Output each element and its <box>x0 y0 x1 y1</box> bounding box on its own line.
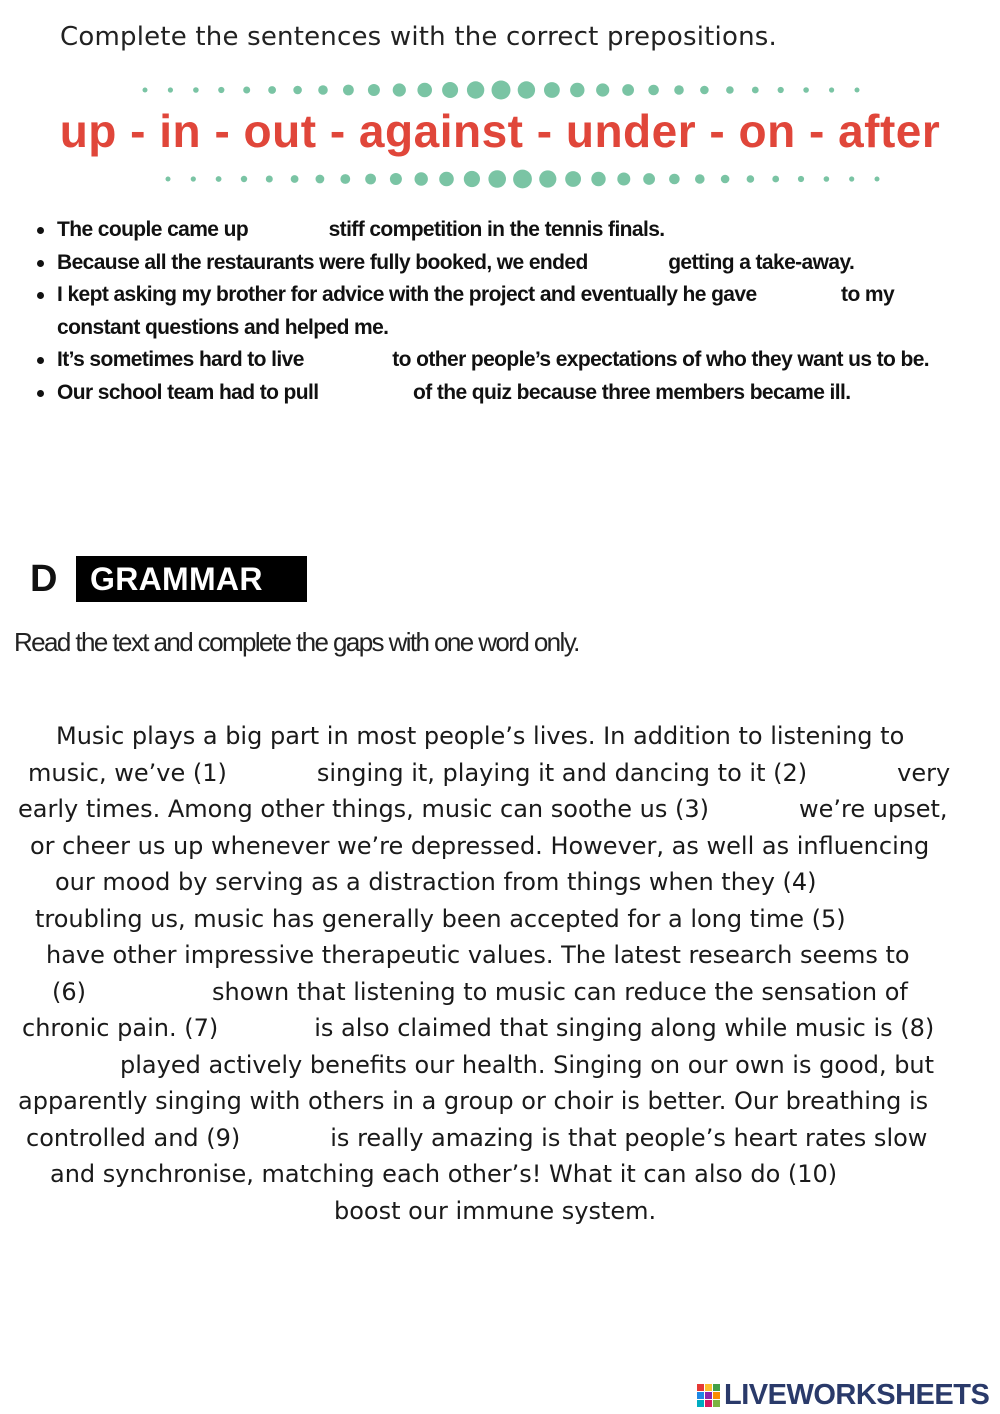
divider-dot <box>695 174 705 184</box>
passage-line <box>0 974 1000 1011</box>
sentence-text-after: of the quiz because three members became ill. <box>413 380 851 404</box>
passage-text: Music plays a big part in most people’s lives. In addition to listening to <box>56 722 905 750</box>
divider-dot <box>752 87 759 94</box>
divider-dot <box>643 173 655 185</box>
passage-text: have other impressive therapeutic values. The latest research seems to <box>46 941 910 969</box>
divider-dot <box>492 81 511 100</box>
divider-dot <box>266 176 273 183</box>
divider-dot <box>439 172 454 187</box>
logo-text: LIVEWORKSHEETS <box>724 1379 990 1411</box>
passage-text: and synchronise, matching each other’s! What it can also do (10) <box>50 1160 838 1188</box>
divider-dot <box>442 82 458 98</box>
divider-dot <box>467 81 484 98</box>
divider-dot <box>798 176 804 182</box>
passage-line <box>0 937 1000 974</box>
divider-dot <box>368 84 380 96</box>
passage-text: apparently singing with others in a group or choir is better. Our breathing is <box>18 1087 929 1115</box>
divider-dot <box>855 88 860 93</box>
passage-text: early times. Among other things, music can soothe us (3) <box>18 795 709 823</box>
passage-text: troubling us, music has generally been accepted for a long time (5) <box>35 904 846 933</box>
divider-dot <box>596 83 609 96</box>
passage-text: singing it, playing it and dancing to it (2) <box>316 758 808 787</box>
divider-dot <box>849 176 854 181</box>
divider-dot <box>193 87 199 93</box>
divider-dot <box>721 175 730 184</box>
divider-dot <box>778 87 784 93</box>
passage-text: very <box>897 758 951 787</box>
divider-dot <box>241 176 247 182</box>
section-letter: D <box>30 558 58 600</box>
passage-text: boost our immune system. <box>334 1196 657 1225</box>
divider-dot <box>464 171 480 187</box>
divider-dot <box>293 86 302 95</box>
divider-dot <box>648 85 659 96</box>
passage-line <box>0 864 1000 901</box>
divider-dot <box>318 85 328 95</box>
divider-dot <box>316 175 325 184</box>
divider-dot <box>875 177 880 182</box>
grammar-instruction: Read the text and complete the gaps with one word only. <box>14 627 579 657</box>
sentence-item <box>34 214 979 247</box>
divider-dot <box>518 81 535 98</box>
passage-line <box>0 1047 1000 1084</box>
passage-line <box>0 828 1000 865</box>
liveworksheets-logo-icon <box>697 1384 721 1408</box>
divider-dot <box>393 83 406 96</box>
passage-text: shown that listening to music can reduce the sensation of <box>212 977 908 1006</box>
passage-text: is really amazing is that people’s heart rates slow <box>330 1123 928 1152</box>
divider-dot <box>803 87 809 93</box>
divider-dot <box>168 87 173 92</box>
passage-text: music, we’ve (1) <box>28 758 227 787</box>
passage-text: chronic pain. (7) <box>22 1014 219 1042</box>
sentence-text-before: Because all the restaurants were fully booked, we ended <box>57 250 588 274</box>
instruction-text: Complete the sentences with the correct prepositions. <box>60 22 777 52</box>
sentence-text-before: I kept asking my brother for advice with the project and eventually he gave <box>57 283 757 306</box>
passage-line <box>0 755 1000 792</box>
divider-dot <box>622 84 634 96</box>
divider-dot <box>700 86 709 95</box>
dots-divider-bottom <box>0 167 1000 191</box>
divider-dot <box>340 174 350 184</box>
divider-dot <box>669 174 680 185</box>
dots-divider-top <box>0 78 1000 102</box>
word-bank: up - in - out - against - under - on - after <box>59 105 941 157</box>
sentence-item <box>34 344 979 377</box>
divider-dot <box>488 170 506 188</box>
divider-dot <box>824 176 830 182</box>
passage-line <box>0 1010 1000 1047</box>
sentence-text-before: Our school team had to pull <box>57 380 319 404</box>
passage-line <box>0 901 1000 938</box>
passage-text: played actively benefits our health. Singing on our own is good, but <box>120 1050 935 1079</box>
divider-dot <box>513 170 532 189</box>
passage-line <box>0 1156 1000 1193</box>
divider-dot <box>726 86 734 94</box>
divider-dot <box>570 83 584 97</box>
divider-dot <box>365 174 376 185</box>
divider-dot <box>243 87 250 94</box>
divider-dot <box>539 170 556 187</box>
divider-dot <box>218 87 224 93</box>
passage-line <box>0 1120 1000 1157</box>
divider-dot <box>390 173 402 185</box>
divider-dot <box>617 173 630 186</box>
passage-line <box>0 1083 1000 1120</box>
passage-text: is also claimed that singing along while music is (8) <box>314 1014 935 1042</box>
passage-line <box>0 718 1000 755</box>
sentence-item <box>34 279 979 344</box>
divider-dot <box>216 176 222 182</box>
divider-dot <box>544 82 560 98</box>
sentence-text-after: stiff competition in the tennis finals. <box>328 218 665 241</box>
divider-dot <box>829 87 834 92</box>
divider-dot <box>143 88 148 93</box>
passage-text: controlled and (9) <box>26 1123 241 1152</box>
divider-dot <box>415 172 428 185</box>
divider-dot <box>268 86 276 94</box>
gap-fill-passage <box>0 718 1000 1229</box>
divider-dot <box>565 171 581 187</box>
passage-text: or cheer us up whenever we’re depressed. However, as well as influencing <box>30 831 930 860</box>
divider-dot <box>343 85 354 96</box>
sentence-text-before: The couple came up <box>57 218 249 241</box>
preposition-sentence-list <box>34 214 979 409</box>
sentence-text-after: getting a take-away. <box>668 250 855 274</box>
passage-line <box>0 1193 1000 1230</box>
sentence-text-after: to other people’s expectations of who they want us to be. <box>392 348 930 371</box>
divider-dot <box>591 172 605 186</box>
divider-dot <box>166 177 171 182</box>
section-title: GRAMMAR <box>90 561 263 597</box>
passage-text: we’re upset, <box>799 795 948 823</box>
passage-line <box>0 791 1000 828</box>
divider-dot <box>291 175 299 183</box>
divider-dot <box>772 176 779 183</box>
divider-dot <box>417 83 432 98</box>
passage-text: our mood by serving as a distraction from things when they (4) <box>55 868 817 896</box>
divider-dot <box>674 85 684 95</box>
passage-text: (6) <box>52 977 86 1006</box>
divider-dot <box>191 176 196 181</box>
sentence-text-before: It’s sometimes hard to live <box>57 348 304 371</box>
sentence-item <box>34 377 979 410</box>
divider-dot <box>747 175 755 183</box>
sentence-text-after: to my constant questions and helped me. <box>57 283 895 339</box>
sentence-item <box>34 247 979 280</box>
